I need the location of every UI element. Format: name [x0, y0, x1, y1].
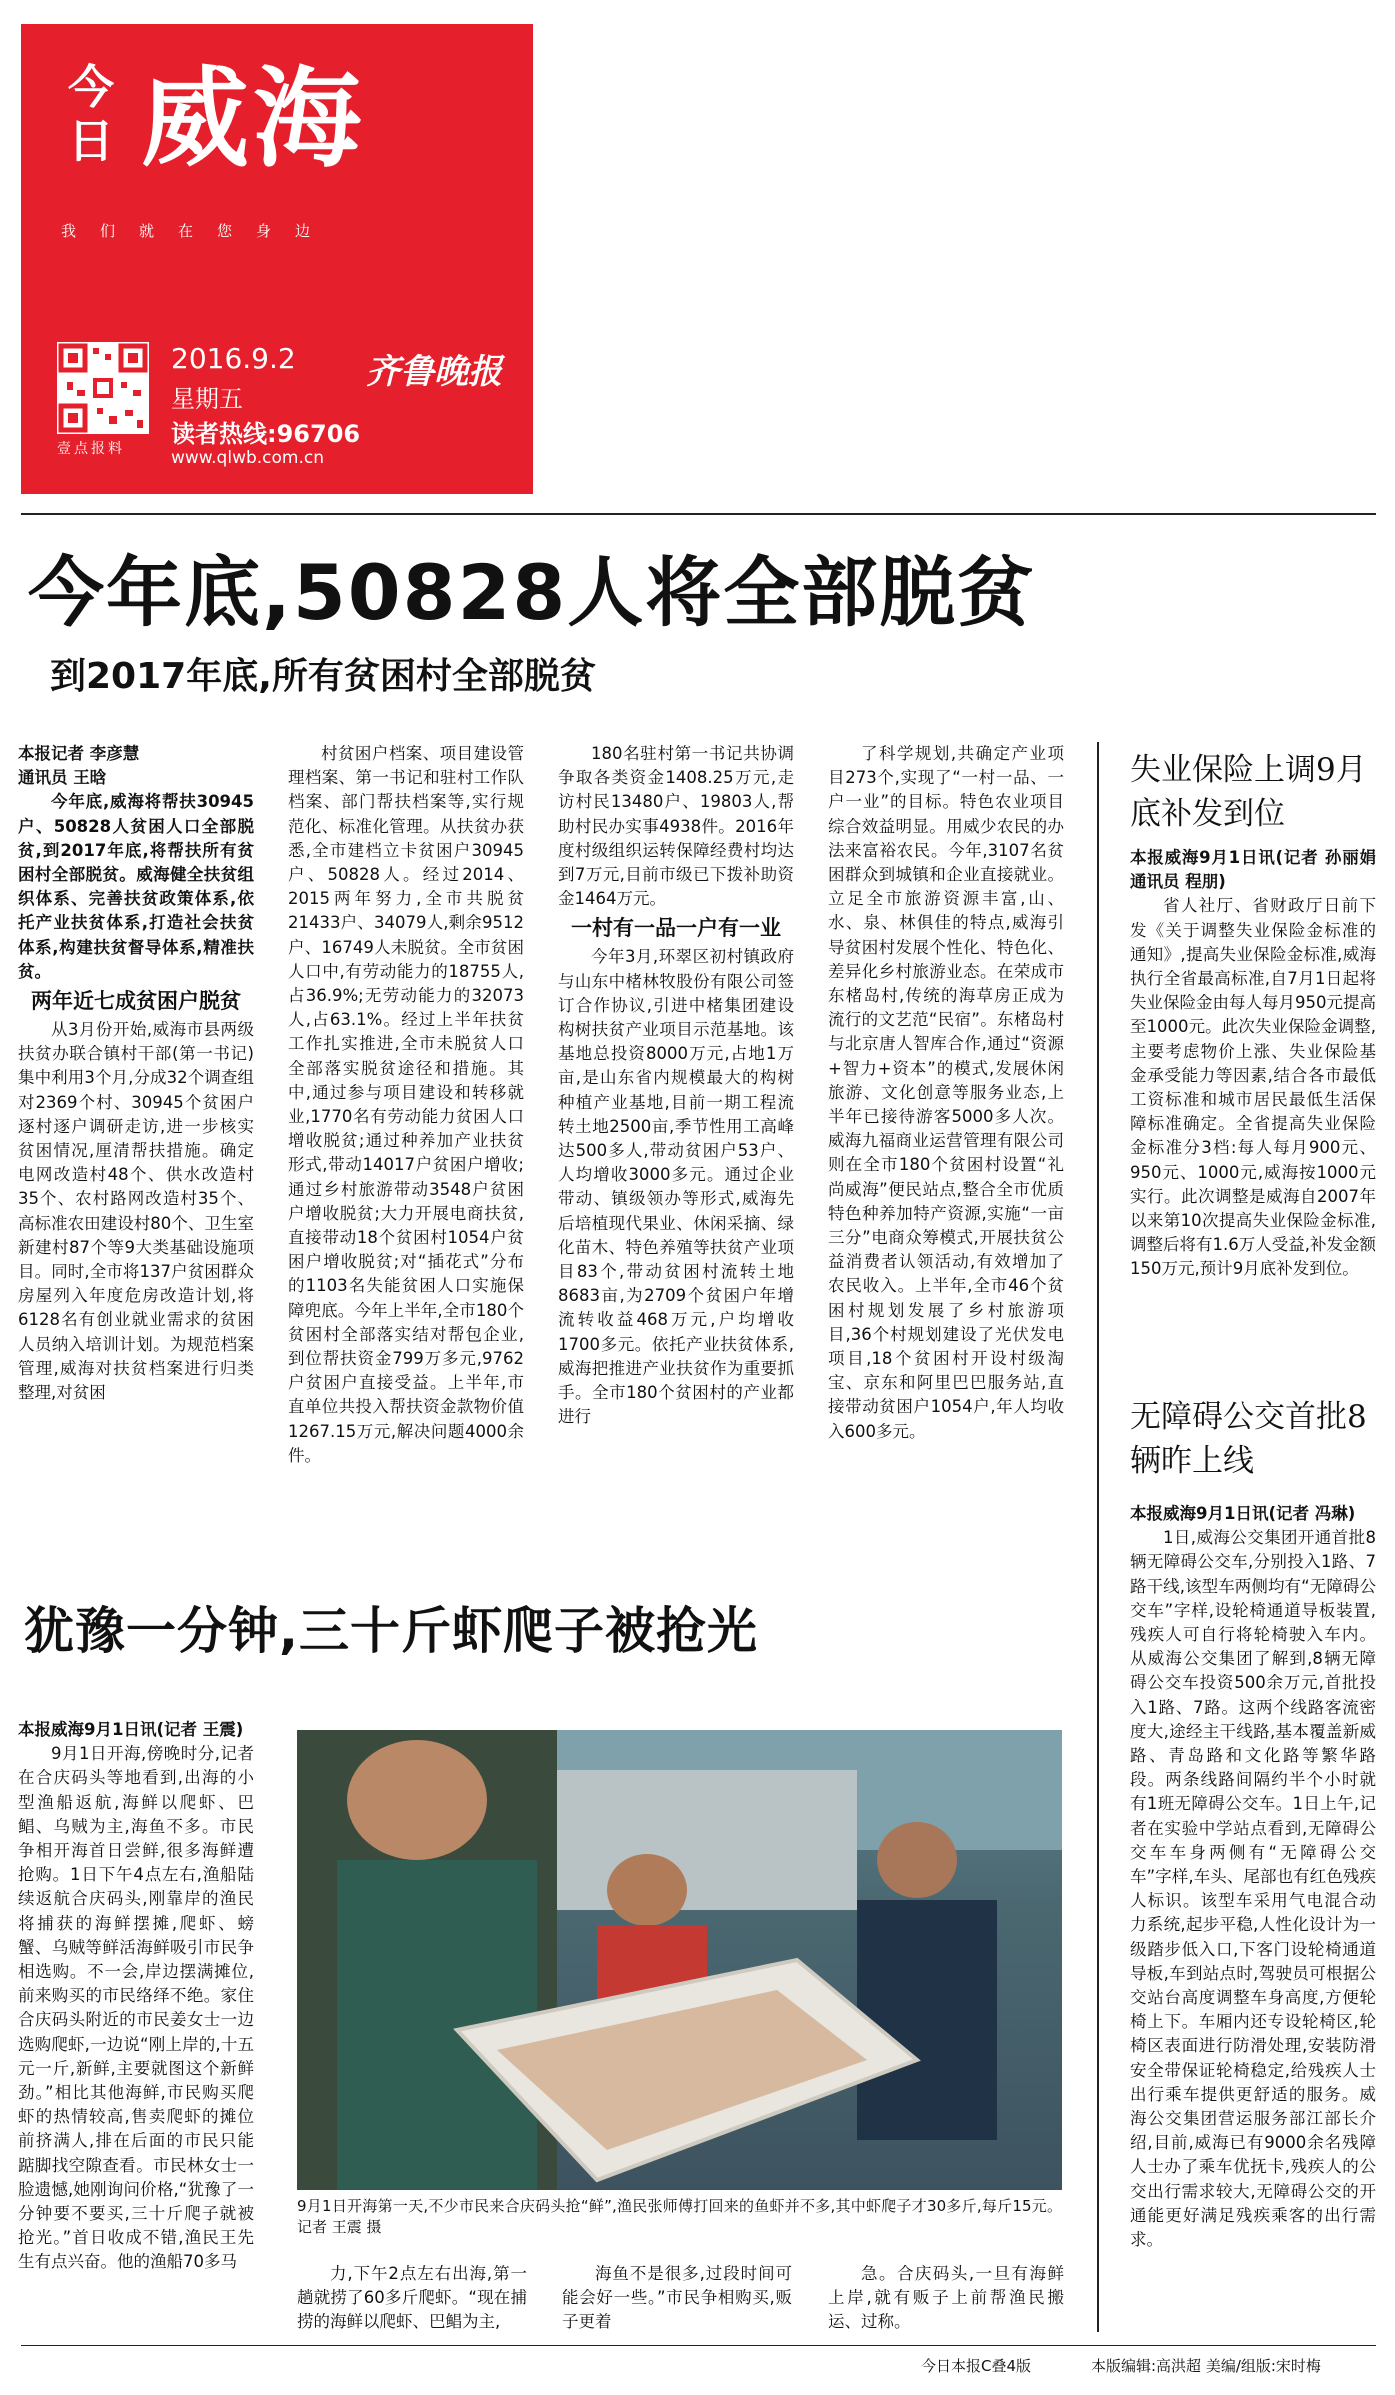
- newspaper-logo: 齐鲁晚报: [366, 352, 502, 392]
- side-headline-1: 失业保险上调9月底补发到位: [1130, 752, 1367, 832]
- story2-column-4: [828, 2262, 1064, 2342]
- news-photo: [297, 1730, 1062, 2190]
- qr-code-icon: [57, 342, 149, 434]
- article-text: 力,下午2点左右出海,第一趟就捞了60多斤爬虾。“现在捕捞的海鲜以爬虾、巴鲳为主,: [297, 2264, 527, 2332]
- qr-label: 壹点报料: [57, 441, 125, 457]
- dateline: 本报威海9月1日讯(记者 冯琳): [1130, 1504, 1356, 1523]
- story2-headline: 犹豫一分钟,三十斤虾爬子被抢光: [24, 1602, 758, 1660]
- section-subhead: 一村有一品一户有一业: [571, 916, 781, 941]
- logo-small-text: 今日: [68, 60, 116, 168]
- dateline: 本报威海9月1日讯(记者 孙丽娟 通讯员 程朋): [1130, 848, 1376, 892]
- slogan: 我们就在您身边: [61, 222, 335, 240]
- lead-subheadline: 到2017年底,所有贫困村全部脱贫: [50, 656, 596, 697]
- dateline: 本报威海9月1日讯(记者 王震): [18, 1720, 244, 1739]
- article-text: 省人社厅、省财政厅日前下发《关于调整失业保险金标准的通知》,提高失业保险金标准,威海执行全省最高标准,自7月1日起将失业保险金由每人每月950元提高至1000元。此次失业保险金调整,主要考虑物价上涨、失业保险基金承受能力等因素,结合各市最低工资标准和城市居民最低生活保障标准确定。全省提高失业保险金标准分3档:每人每月900元、950元、1000元,威海按1000元实行。此次调整是威海自2007年以来第10次提高失业保险金标准,调整后将有1.6万人受益,补发金额150万元,预计9月底补发到位。: [1130, 896, 1376, 1279]
- reader-hotline: 读者热线:96706: [171, 420, 361, 448]
- masthead: [21, 24, 533, 494]
- lead-column-3: [558, 742, 794, 1572]
- story2-column-3: [562, 2262, 792, 2342]
- side-headline-2: 无障碍公交首批8辆昨上线: [1130, 1399, 1367, 1479]
- article-text: 从3月份开始,威海市县两级扶贫办联合镇村干部(第一书记)集中利用3个月,分成32个调查组对2369个村、30945个贫困户逐村逐户调研走访,进一步核实贫困情况,厘清帮扶措施。确定电网改造村48个、供水改造村35个、农村路网改造村35个、高标准农田建设村80个、卫生室新建村87个等9大类基础设施项目。同时,全市将137户贫困群众房屋列入年度危房改造计划,将6128名有创业就业需求的贫困人员纳入培训计划。为规范档案管理,威海对扶贫档案进行归类整理,对贫困: [18, 1020, 254, 1403]
- article-text: 9月1日开海,傍晚时分,记者在合庆码头等地看到,出海的小型渔船返航,海鲜以爬虾、巴鲳、乌贼为主,海鱼不多。市民争相开海首日尝鲜,很多海鲜遭抢购。1日下午4点左右,渔船陆续返航合庆码头,刚靠岸的渔民将捕获的海鲜摆摊,爬虾、螃蟹、乌贼等鲜活海鲜吸引市民争相选购。不一会,岸边摆满摊位,前来购买的市民络绎不绝。家住合庆码头附近的市民姜女士一边选购爬虾,一边说“刚上岸的,十五元一斤,新鲜,主要就图这个新鲜劲。”相比其他海鲜,市民购买爬虾的热情较高,售卖爬虾的摊位前挤满人,排在后面的市民只能踮脚找空隙查看。市民林女士一脸遗憾,她刚询问价格,“犹豫了一分钟要不要买,三十斤爬子就被抢光。”首日收成不错,渔民王先生有点兴奋。他的渔船70多马: [18, 1744, 254, 2272]
- side-story-1: [1130, 846, 1376, 1366]
- website: www.qlwb.com.cn: [171, 448, 324, 468]
- lead-paragraph: 今年底,威海将帮扶30945户、50828人贫困人口全部脱贫,到2017年底,将帮扶所有贫困村全部脱贫。威海健全扶贫组织体系、完善扶贫政策体系,依托产业扶贫体系,打造社会扶贫体系,构建扶贫督导体系,精准扶贫。: [18, 792, 254, 981]
- story2-column-1: [18, 1718, 254, 2338]
- section-subhead: 两年近七成贫困户脱贫: [31, 989, 241, 1014]
- byline: 本报记者 李彦慧: [18, 744, 140, 763]
- page-number: 今日本报C叠4版: [921, 2357, 1032, 2375]
- article-text: 村贫困户档案、项目建设管理档案、第一书记和驻村工作队档案、部门帮扶档案等,实行规范化、标准化管理。从扶贫办获悉,全市建档立卡贫困户30945户、50828人。经过2014、2015两年努力,全市共脱贫21433户、34079人,剩余9512户、16749人未脱贫。全市贫困人口中,有劳动能力的18755人,占36.9%;无劳动能力的32073人,占63.1%。经过上半年扶贫工作扎实推进,全市未脱贫人口全部落实脱贫途径和措施。其中,通过参与项目建设和转移就业,1770名有劳动能力贫困人口增收脱贫;通过种养加产业扶贫形式,带动14017户贫困户增收;通过乡村旅游带动3548户贫困户增收脱贫;大力开展电商扶贫,直接带动18个贫困村1054户贫困户增收脱贫;对“插花式”分布的1103名失能贫困人口实施保障兜底。今年上半年,全市180个贫困村全部落实结对帮包企业,到位帮扶资金799万多元,9762户贫困户直接受益。上半年,市直单位共投入帮扶资金款物价值1267.15万元,解决问题4000余件。: [288, 744, 524, 1465]
- logo-large-text: 威海: [141, 57, 366, 182]
- divider: [21, 2345, 1376, 2346]
- byline: 通讯员 王晗: [18, 768, 107, 788]
- article-text: 180名驻村第一书记共协调争取各类资金1408.25万元,走访村民13480户、19803人,帮助村民办实事4938件。2016年度村级组织运转保障经费村均达到7万元,目前市级已下拨补助资金1464万元。: [558, 744, 794, 909]
- article-text: 海鱼不是很多,过段时间可能会好一些。”市民争相购买,贩子更着: [562, 2264, 792, 2332]
- photo-caption: 9月1日开海第一天,不少市民来合庆码头抢“鲜”,渔民张师傅打回来的鱼虾并不多,其中虾爬子才30多斤,每斤15元。 记者 王震 摄: [297, 2197, 1062, 2236]
- editor-credit: 本版编辑:高洪超 美编/组版:宋时梅: [1091, 2357, 1321, 2375]
- lead-column-1: [18, 742, 254, 1572]
- issue-date: 2016.9.2: [171, 342, 296, 375]
- lead-headline: 今年底,50828人将全部脱贫: [28, 548, 1036, 637]
- divider: [21, 513, 1376, 515]
- article-text: 急。合庆码头,一旦有海鲜上岸,就有贩子上前帮渔民搬运、过称。: [828, 2264, 1064, 2332]
- story2-column-2: [297, 2262, 527, 2342]
- article-text: 今年3月,环翠区初村镇政府与山东中楮林牧股份有限公司签订合作协议,引进中楮集团建设构树扶贫产业项目示范基地。该基地总投资8000万元,占地1万亩,是山东省内规模最大的构树种植产业基地,目前一期工程流转土地2500亩,季节性用工高峰达500多人,带动贫困户53户、人均增收3000多元。通过企业带动、镇级领办等形式,威海先后培植现代果业、休闲采摘、绿化苗木、特色养殖等扶贫产业项目83个,带动贫困村流转土地8683亩,为2709个贫困户年增流转收益468万元,户均增收1700多元。依托产业扶贫体系,威海把推进产业扶贫作为重要抓手。全市180个贫困村的产业都进行: [558, 947, 794, 1427]
- article-text: 1日,威海公交集团开通首批8辆无障碍公交车,分别投入1路、7路干线,该型车两侧均有“无障碍公交车”字样,设轮椅通道导板装置,残疾人可自行将轮椅驶入车内。从威海公交集团了解到,8辆无障碍公交车投资500余万元,首批投入1路、7路。这两个线路客流密度大,途经主干线路,基本覆盖新威路、青岛路和文化路等繁华路段。两条线路间隔约半个小时就有1班无障碍公交车。1日上午,记者在实验中学站点看到,无障碍公交车车身两侧有“无障碍公交车”字样,车头、尾部也有红色残疾人标识。该型车采用气电混合动力系统,起步平稳,人性化设计为一级踏步低入口,下客门设轮椅通道导板,车到站点时,驾驶员可根据公交站台高度调整车身高度,方便轮椅上下。车厢内还专设轮椅区,轮椅区表面进行防滑处理,安装防滑安全带保证轮椅稳定,给残疾人士出行乘车提供更舒适的服务。威海公交集团营运服务部江部长介绍,目前,威海已有9000余名残障人士办了乘车优抚卡,残疾人的公交出行需求较大,无障碍公交的开通能更好满足残疾乘客的出行需求。: [1130, 1528, 1376, 2250]
- lead-column-4: [828, 742, 1064, 1572]
- article-text: 了科学规划,共确定产业项目273个,实现了“一村一品、一户一业”的目标。特色农业项目综合效益明显。用威少农民的办法来富裕农民。今年,3107名贫困群众到城镇和企业直接就业。立足全市旅游资源丰富,山、水、泉、林俱佳的特点,威海引导贫困村发展个性化、特色化、差异化乡村旅游业态。在荣成市东楮岛村,传统的海草房正成为流行的文艺范“民宿”。东楮岛村与北京唐人智库合作,通过“资源+智力+资本”的模式,发展休闲旅游、文化创意等服务业态,上半年已接待游客5000多人次。威海九福商业运营管理有限公司则在全市180个贫困村设置“礼尚威海”便民站点,整合全市优质特色种养加特产资源,实施“一亩三分”电商众筹模式,开展扶贫公益消费者认领活动,有效增加了农民收入。上半年,全市46个贫困村规划发展了乡村旅游项目,36个村规划建设了光伏发电项目,18个贫困村开设村级淘宝、京东和阿里巴巴服务站,直接带动贫困户1054户,年人均收入600多元。: [828, 744, 1064, 1441]
- weekday: 星期五: [171, 385, 243, 413]
- lead-column-2: [288, 742, 524, 1572]
- column-divider: [1097, 742, 1099, 2332]
- side-story-2: [1130, 1502, 1376, 2337]
